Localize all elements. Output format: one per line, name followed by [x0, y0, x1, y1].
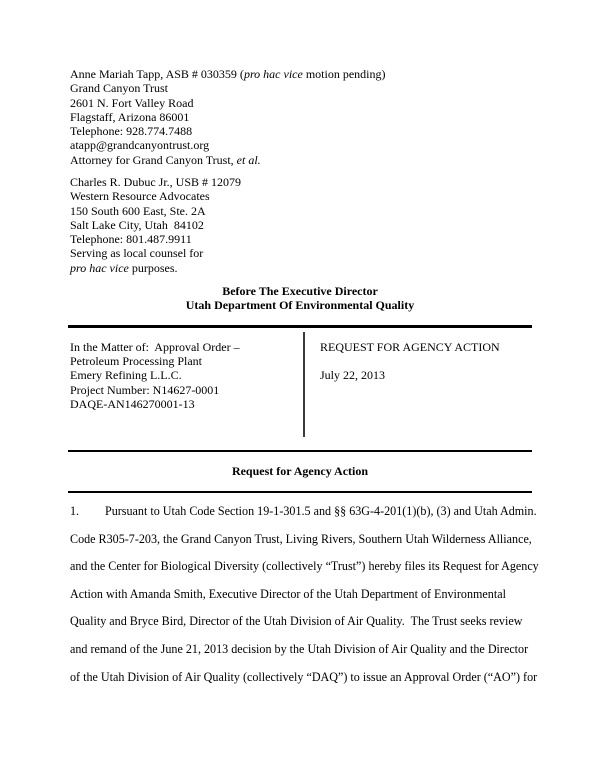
- attorney2-name-line: Charles R. Dubuc Jr., USB # 12079: [70, 175, 241, 189]
- caption-divider: [303, 332, 305, 437]
- paragraph-1: [70, 498, 539, 691]
- attorney2-address-line: 150 South 600 East, Ste. 2A: [70, 203, 206, 218]
- attorney1-role-text: Attorney for Grand Canyon Trust,: [70, 152, 237, 167]
- paragraph-line-5: Quality and Bryce Bird, Director of the Utah Division of Air Quality. The Trust seeks review: [70, 614, 523, 629]
- attorney2-role-line-1: Serving as local counsel for: [70, 246, 204, 261]
- caption-left: [70, 340, 240, 411]
- counsel-block-1: [70, 67, 385, 167]
- attorney1-city-line: Flagstaff, Arizona 86001: [70, 109, 190, 124]
- paragraph-line-3: and the Center for Biological Diversity (collectively “Trust”) hereby files its Request for Agency: [70, 559, 539, 574]
- attorney2-city-line: Salt Lake City, Utah 84102: [70, 217, 204, 232]
- court-heading-line-2: Utah Department Of Environmental Quality: [185, 298, 415, 312]
- pro-hac-vice-note: pro hac vice: [243, 67, 303, 81]
- attorney1-phone-line: Telephone: 928.774.7488: [70, 124, 193, 139]
- horizontal-rule-mid: [68, 450, 532, 452]
- et-al-note: et al.: [236, 152, 261, 167]
- attorney2-role-tail: purposes.: [128, 260, 178, 275]
- pro-hac-vice-purposes: pro hac vice: [70, 260, 129, 275]
- daqe-number-line: DAQE-AN146270001-13: [70, 396, 195, 411]
- attorney1-role-line: [70, 153, 385, 167]
- attorney2-role-line-2: [70, 261, 241, 275]
- attorney2-phone-line: Telephone: 801.487.9911: [70, 232, 192, 247]
- matter-line-3: Emery Refining L.L.C.: [70, 368, 182, 383]
- filing-title: REQUEST FOR AGENCY ACTION: [320, 340, 500, 354]
- project-number-line: Project Number: N14627-0001: [70, 382, 220, 397]
- attorney1-org-line: Grand Canyon Trust: [70, 81, 169, 96]
- horizontal-rule-bottom: [68, 491, 532, 493]
- paragraph-line-6: and remand of the June 21, 2013 decision by the Utah Division of Air Quality and the Director: [70, 641, 529, 656]
- matter-line-1: In the Matter of: Approval Order –: [70, 340, 240, 354]
- attorney1-email-line: atapp@grandcanyontrust.org: [70, 138, 210, 153]
- counsel-block-2: [70, 175, 241, 275]
- attorney2-org-line: Western Resource Advocates: [70, 189, 210, 204]
- court-heading-line-1: Before The Executive Director: [222, 284, 378, 298]
- paragraph-line-1-text: Pursuant to Utah Code Section 19-1-301.5 and §§ 63G-4-201(1)(b), (3) and Utah Admin.: [105, 504, 537, 518]
- paragraph-line-2: Code R305-7-203, the Grand Canyon Trust, Living Rivers, Southern Utah Wilderness Alliance,: [70, 531, 532, 546]
- attorney1-address-line: 2601 N. Fort Valley Road: [70, 95, 194, 110]
- attorney1-name-line: [70, 67, 385, 81]
- document-title-text: Request for Agency Action: [231, 464, 369, 478]
- paragraph-line-1: [70, 498, 539, 526]
- matter-line-2: Petroleum Processing Plant: [70, 354, 202, 369]
- attorney1-name-tail: motion pending): [302, 67, 386, 81]
- paragraph-line-4: Action with Amanda Smith, Executive Director of the Utah Department of Environmental: [70, 586, 506, 601]
- attorney1-name-text: Anne Mariah Tapp, ASB # 030359 (: [70, 67, 244, 81]
- document-title: [0, 464, 600, 478]
- horizontal-rule-top: [68, 325, 532, 328]
- paragraph-line-7: of the Utah Division of Air Quality (collectively “DAQ”) to issue an Approval Order (“AO”) for: [70, 669, 538, 684]
- caption-right: [320, 340, 500, 383]
- court-heading: [0, 284, 600, 312]
- paragraph-number: 1.: [70, 504, 80, 518]
- filing-date: July 22, 2013: [320, 368, 386, 383]
